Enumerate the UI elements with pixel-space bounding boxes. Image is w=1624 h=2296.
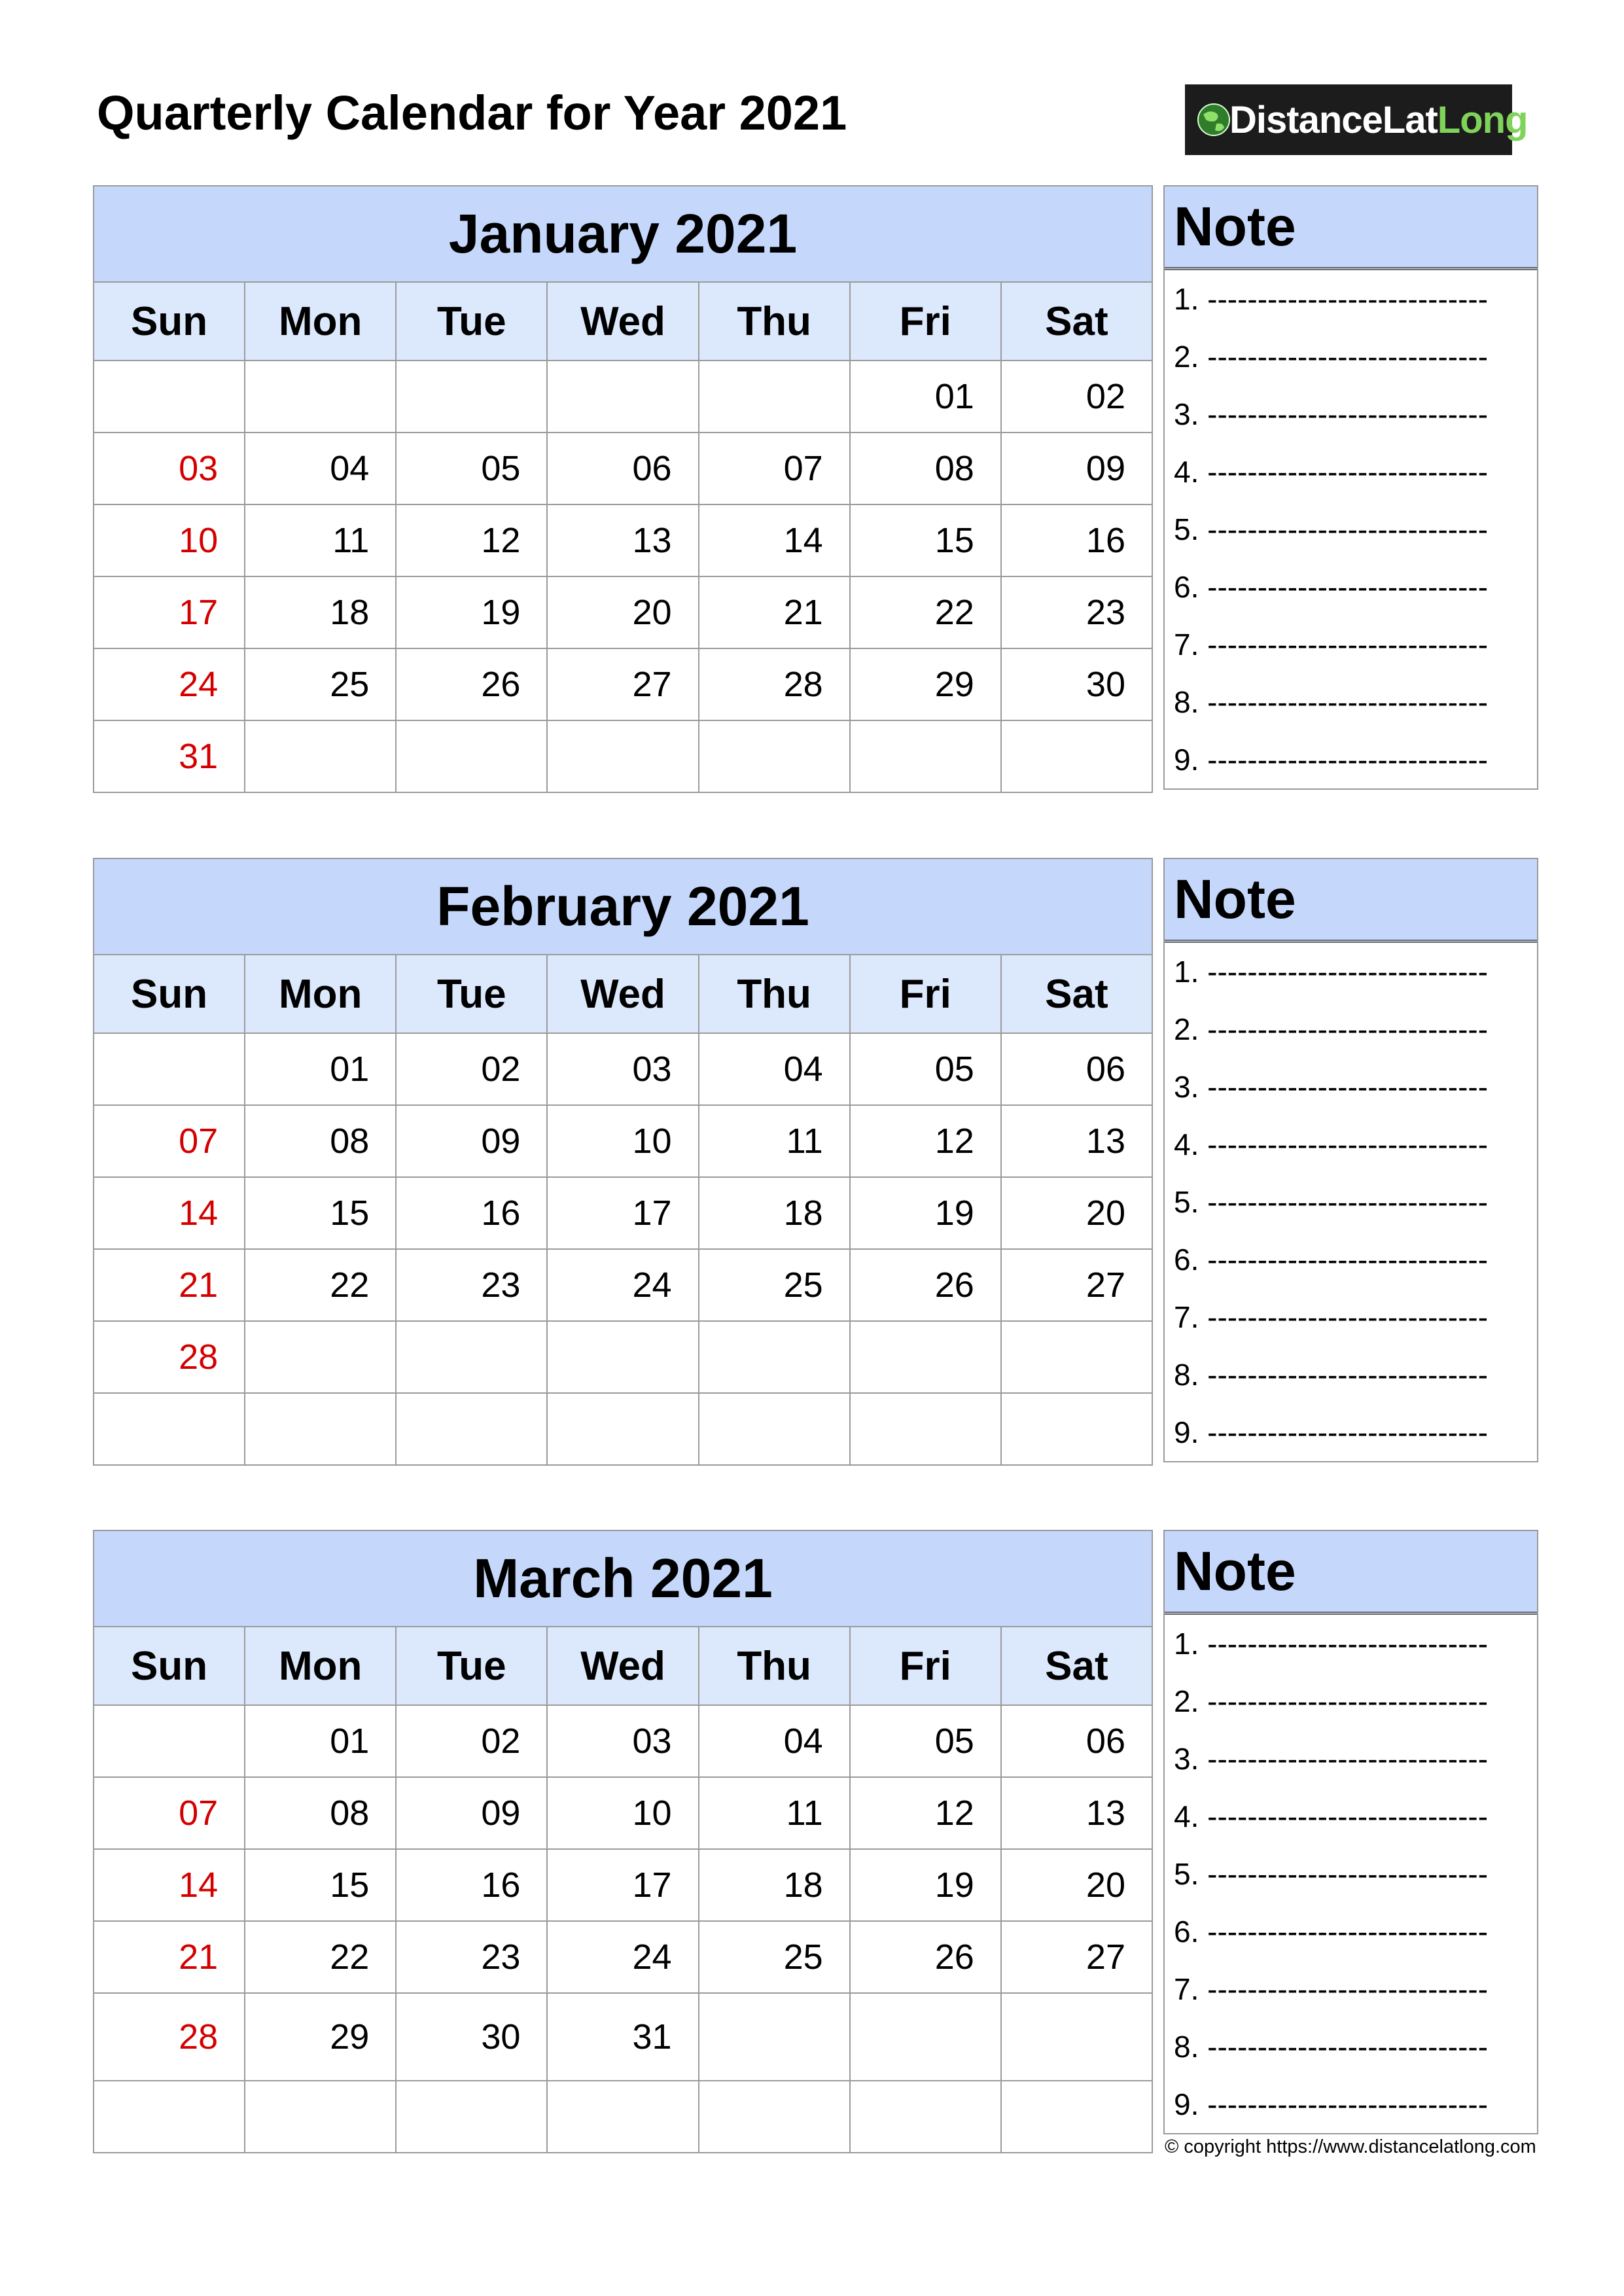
week-row (94, 1705, 1152, 1777)
day-cell: 27 (547, 648, 698, 720)
day-cell: 13 (1001, 1777, 1152, 1849)
day-cell: 16 (396, 1849, 547, 1921)
note-line: 8. ---------------------------- (1174, 2030, 1489, 2064)
day-cell (94, 361, 245, 433)
day-cell: 14 (94, 1177, 245, 1249)
note-line: 6. ---------------------------- (1174, 1915, 1489, 1949)
day-name-sat: Sat (1001, 282, 1152, 361)
day-cell (245, 1393, 396, 1465)
day-cell: 08 (850, 433, 1001, 504)
day-cell: 11 (245, 504, 396, 576)
day-cell: 22 (245, 1921, 396, 1993)
note-line: 9. ---------------------------- (1174, 743, 1489, 777)
day-name-mon: Mon (245, 1627, 396, 1705)
week-row (94, 2081, 1152, 2153)
day-name-fri: Fri (850, 955, 1001, 1033)
day-cell: 25 (699, 1921, 850, 1993)
day-cell: 07 (699, 433, 850, 504)
day-cell: 13 (547, 504, 698, 576)
day-cell: 04 (699, 1705, 850, 1777)
week-row (94, 1177, 1152, 1249)
note-line: 6. ---------------------------- (1174, 1243, 1489, 1277)
day-cell (699, 361, 850, 433)
day-cell: 12 (396, 504, 547, 576)
day-cell: 17 (547, 1177, 698, 1249)
day-cell (245, 361, 396, 433)
calendar-february (93, 858, 1153, 1466)
day-cell: 06 (1001, 1033, 1152, 1105)
day-name-sat: Sat (1001, 955, 1152, 1033)
day-cell: 25 (245, 648, 396, 720)
day-cell: 24 (94, 648, 245, 720)
day-name-wed: Wed (547, 282, 698, 361)
day-cell: 30 (396, 1993, 547, 2081)
day-cell: 17 (94, 576, 245, 648)
day-name-thu: Thu (699, 955, 850, 1033)
day-cell (850, 1393, 1001, 1465)
day-cell: 11 (699, 1777, 850, 1849)
day-cell: 21 (94, 1921, 245, 1993)
day-cell (699, 2081, 850, 2153)
day-cell (1001, 1393, 1152, 1465)
day-cell: 15 (245, 1849, 396, 1921)
day-cell: 08 (245, 1105, 396, 1177)
day-cell: 07 (94, 1105, 245, 1177)
day-cell: 14 (699, 504, 850, 576)
day-cell: 31 (94, 720, 245, 792)
day-cell: 02 (396, 1033, 547, 1105)
day-cell: 18 (699, 1177, 850, 1249)
week-row (94, 576, 1152, 648)
day-cell: 11 (699, 1105, 850, 1177)
logo-wordmark: DistanceLatLong (1229, 98, 1528, 141)
day-cell: 29 (245, 1993, 396, 2081)
calendar-january (93, 185, 1153, 793)
day-cell: 06 (547, 433, 698, 504)
day-cell (699, 720, 850, 792)
day-cell: 03 (94, 433, 245, 504)
day-cell: 10 (547, 1777, 698, 1849)
note-line: 5. ---------------------------- (1174, 1185, 1489, 1219)
month-title: February 2021 (94, 858, 1152, 955)
week-row (94, 504, 1152, 576)
week-row (94, 1921, 1152, 1993)
day-cell: 22 (245, 1249, 396, 1321)
note-title: Note (1165, 859, 1537, 943)
day-cell: 26 (850, 1249, 1001, 1321)
note-line: 4. ---------------------------- (1174, 1127, 1489, 1161)
note-line: 3. ---------------------------- (1174, 1070, 1489, 1104)
day-cell (245, 1321, 396, 1393)
day-cell: 21 (94, 1249, 245, 1321)
note-line: 9. ---------------------------- (1174, 1415, 1489, 1449)
day-name-wed: Wed (547, 1627, 698, 1705)
day-cell: 26 (396, 648, 547, 720)
day-name-sun: Sun (94, 1627, 245, 1705)
day-cell: 24 (547, 1249, 698, 1321)
day-cell (850, 1993, 1001, 2081)
day-cell (245, 2081, 396, 2153)
day-name-sun: Sun (94, 282, 245, 361)
day-name-mon: Mon (245, 282, 396, 361)
day-cell: 01 (850, 361, 1001, 433)
day-cell: 02 (1001, 361, 1152, 433)
day-cell (396, 720, 547, 792)
week-row (94, 1393, 1152, 1465)
day-cell: 09 (396, 1777, 547, 1849)
day-cell: 06 (1001, 1705, 1152, 1777)
day-cell (1001, 720, 1152, 792)
day-name-tue: Tue (396, 282, 547, 361)
copyright-text: © copyright https://www.distancelatlong.com (1165, 2136, 1536, 2157)
note-title: Note (1165, 1531, 1537, 1615)
week-row (94, 1105, 1152, 1177)
note-line: 9. ---------------------------- (1174, 2087, 1489, 2121)
day-cell: 08 (245, 1777, 396, 1849)
day-name-sun: Sun (94, 955, 245, 1033)
day-cell: 26 (850, 1921, 1001, 1993)
month-title: January 2021 (94, 186, 1152, 282)
day-name-mon: Mon (245, 955, 396, 1033)
globe-icon (1197, 103, 1231, 137)
day-cell: 28 (699, 648, 850, 720)
week-row (94, 1033, 1152, 1105)
day-name-tue: Tue (396, 955, 547, 1033)
note-line: 3. ---------------------------- (1174, 397, 1489, 431)
day-cell: 18 (245, 576, 396, 648)
day-cell: 28 (94, 1321, 245, 1393)
day-cell (1001, 2081, 1152, 2153)
calendar-march (93, 1530, 1153, 2153)
day-cell: 01 (245, 1033, 396, 1105)
day-cell (850, 2081, 1001, 2153)
note-line: 2. ---------------------------- (1174, 1012, 1489, 1046)
day-cell: 09 (1001, 433, 1152, 504)
day-cell: 23 (396, 1921, 547, 1993)
day-cell: 10 (94, 504, 245, 576)
day-cell: 14 (94, 1849, 245, 1921)
day-name-sat: Sat (1001, 1627, 1152, 1705)
day-cell: 07 (94, 1777, 245, 1849)
day-cell: 20 (1001, 1177, 1152, 1249)
day-cell: 31 (547, 1993, 698, 2081)
day-cell (699, 1321, 850, 1393)
day-cell: 05 (850, 1033, 1001, 1105)
day-cell: 18 (699, 1849, 850, 1921)
month-title: March 2021 (94, 1530, 1152, 1627)
note-line: 5. ---------------------------- (1174, 512, 1489, 546)
day-cell: 20 (547, 576, 698, 648)
note-title: Note (1165, 186, 1537, 270)
day-cell: 03 (547, 1033, 698, 1105)
day-cell: 21 (699, 576, 850, 648)
day-cell: 24 (547, 1921, 698, 1993)
note-panel-january (1163, 185, 1538, 790)
day-cell: 20 (1001, 1849, 1152, 1921)
day-cell: 28 (94, 1993, 245, 2081)
week-row (94, 1321, 1152, 1393)
note-line: 2. ---------------------------- (1174, 1684, 1489, 1718)
day-cell: 16 (396, 1177, 547, 1249)
day-cell: 10 (547, 1105, 698, 1177)
day-cell: 27 (1001, 1921, 1152, 1993)
note-line: 7. ---------------------------- (1174, 1300, 1489, 1334)
note-line: 2. ---------------------------- (1174, 340, 1489, 374)
day-cell: 17 (547, 1849, 698, 1921)
day-cell (94, 1705, 245, 1777)
week-row (94, 1777, 1152, 1849)
note-line: 8. ---------------------------- (1174, 1358, 1489, 1392)
week-row (94, 1849, 1152, 1921)
day-cell (396, 2081, 547, 2153)
day-cell (94, 1033, 245, 1105)
day-cell (850, 720, 1001, 792)
day-cell (396, 361, 547, 433)
day-cell (396, 1393, 547, 1465)
day-cell (547, 1321, 698, 1393)
note-panel-february (1163, 858, 1538, 1462)
logo (1185, 84, 1528, 155)
note-line: 3. ---------------------------- (1174, 1742, 1489, 1776)
day-cell (547, 361, 698, 433)
day-name-wed: Wed (547, 955, 698, 1033)
day-cell (547, 720, 698, 792)
day-cell: 15 (245, 1177, 396, 1249)
week-row (94, 648, 1152, 720)
day-cell: 05 (396, 433, 547, 504)
note-line: 4. ---------------------------- (1174, 1799, 1489, 1833)
day-cell: 04 (699, 1033, 850, 1105)
day-name-tue: Tue (396, 1627, 547, 1705)
day-cell: 19 (396, 576, 547, 648)
note-panel-march (1163, 1530, 1538, 2134)
day-cell: 02 (396, 1705, 547, 1777)
week-row (94, 433, 1152, 504)
day-cell (850, 1321, 1001, 1393)
day-cell: 13 (1001, 1105, 1152, 1177)
note-line: 1. ---------------------------- (1174, 1627, 1489, 1661)
page-title: Quarterly Calendar for Year 2021 (97, 86, 847, 140)
day-cell (245, 720, 396, 792)
note-line: 7. ---------------------------- (1174, 627, 1489, 662)
day-cell: 23 (1001, 576, 1152, 648)
day-cell: 16 (1001, 504, 1152, 576)
note-line: 7. ---------------------------- (1174, 1972, 1489, 2006)
day-cell: 01 (245, 1705, 396, 1777)
day-cell: 22 (850, 576, 1001, 648)
week-row (94, 361, 1152, 433)
day-name-fri: Fri (850, 282, 1001, 361)
week-row (94, 1249, 1152, 1321)
day-cell (547, 2081, 698, 2153)
day-cell: 19 (850, 1177, 1001, 1249)
note-line: 6. ---------------------------- (1174, 570, 1489, 604)
note-line: 8. ---------------------------- (1174, 685, 1489, 719)
day-cell (547, 1393, 698, 1465)
day-cell (94, 2081, 245, 2153)
day-cell (699, 1993, 850, 2081)
day-cell: 25 (699, 1249, 850, 1321)
day-name-thu: Thu (699, 282, 850, 361)
day-cell: 12 (850, 1777, 1001, 1849)
day-cell: 04 (245, 433, 396, 504)
day-cell (94, 1393, 245, 1465)
note-line: 4. ---------------------------- (1174, 455, 1489, 489)
day-cell: 05 (850, 1705, 1001, 1777)
note-line: 5. ---------------------------- (1174, 1857, 1489, 1891)
day-cell: 27 (1001, 1249, 1152, 1321)
day-cell (1001, 1321, 1152, 1393)
day-cell: 23 (396, 1249, 547, 1321)
day-cell: 03 (547, 1705, 698, 1777)
week-row (94, 720, 1152, 792)
day-name-thu: Thu (699, 1627, 850, 1705)
week-row (94, 1993, 1152, 2081)
day-cell (1001, 1993, 1152, 2081)
day-cell: 30 (1001, 648, 1152, 720)
day-cell (396, 1321, 547, 1393)
day-name-fri: Fri (850, 1627, 1001, 1705)
day-cell: 19 (850, 1849, 1001, 1921)
day-cell: 15 (850, 504, 1001, 576)
day-cell: 09 (396, 1105, 547, 1177)
day-cell (699, 1393, 850, 1465)
day-cell: 12 (850, 1105, 1001, 1177)
note-line: 1. ---------------------------- (1174, 955, 1489, 989)
note-line: 1. ---------------------------- (1174, 282, 1489, 316)
day-cell: 29 (850, 648, 1001, 720)
